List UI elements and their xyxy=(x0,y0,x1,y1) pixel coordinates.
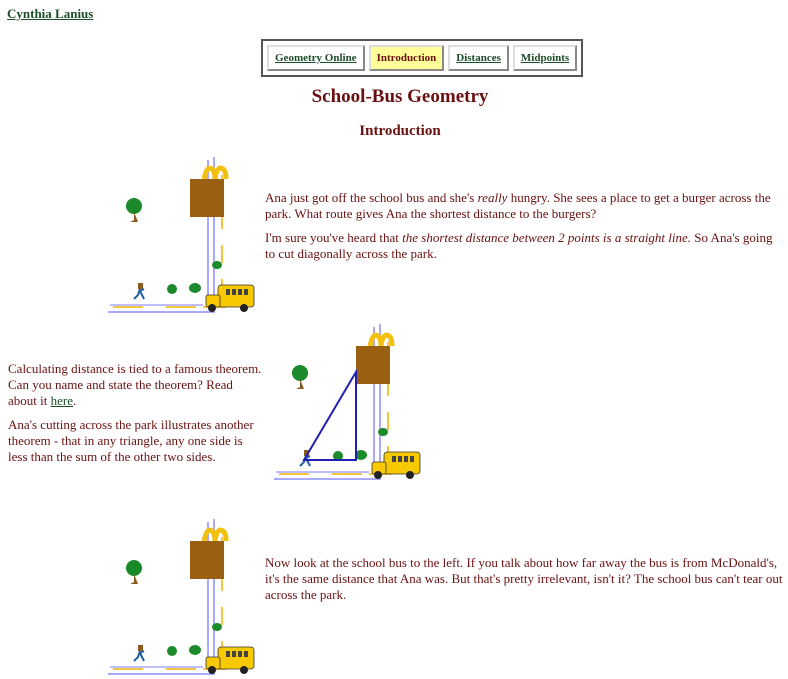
school-bus-illustration xyxy=(108,157,256,317)
section3-text: Now look at the school bus to the left. If you talk about how far away the bus is from McDonald's, it's the same distance that Ana was. But that's pretty irrelevant, isn't it? The school bus can't tear out across the park. xyxy=(265,555,783,602)
author-link[interactable]: Cynthia Lanius xyxy=(7,6,94,21)
theorem-link[interactable]: here xyxy=(50,393,73,408)
section-title: Introduction xyxy=(359,123,441,139)
nav-tab-midpoints[interactable] xyxy=(513,45,577,71)
section2-text: Calculating distance is tied to a famous theorem. Can you name and state the theorem? Read about it here. Ana's cutting across the park illustrates another theorem - that in any triangle, any one side is less than the sum of the other two sides. xyxy=(8,361,262,464)
nav-tab-distances[interactable] xyxy=(448,45,509,71)
school-bus-illustration-2 xyxy=(108,519,256,679)
nav-tab-geometry-online[interactable] xyxy=(267,45,365,71)
nav-link-midpoints[interactable]: Midpoints xyxy=(520,52,570,64)
nav-link-distances[interactable]: Distances xyxy=(456,52,501,64)
nav-link-geometry-online[interactable]: Geometry Online xyxy=(275,52,357,64)
page-title: School-Bus Geometry xyxy=(311,86,489,107)
triangle-illustration xyxy=(274,324,422,484)
section1-text: Ana just got off the school bus and she's really hungry. She sees a place to get a burger across the park. What route gives Ana the shortest distance to the burgers? I'm sure you've heard that the shortest distance between 2 points is a straight line. So Ana's going to cut diagonally across the park. xyxy=(265,190,773,261)
nav-tab-introduction[interactable]: Introduction xyxy=(369,45,445,71)
nav-bar xyxy=(261,39,583,77)
triangle-path xyxy=(304,372,356,460)
